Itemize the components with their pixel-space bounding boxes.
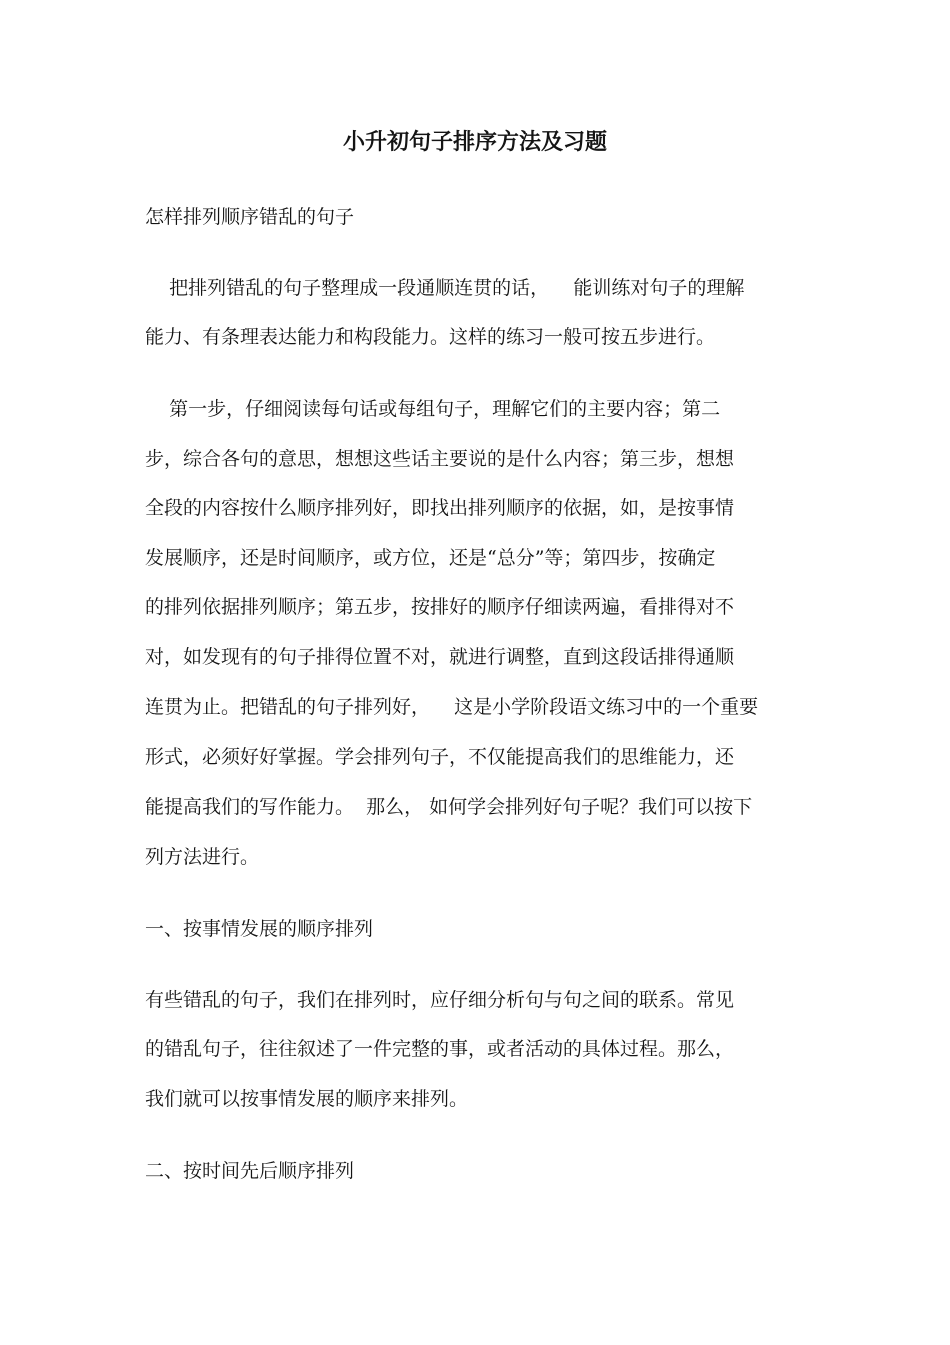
paragraph-line: 有些错乱的句子，我们在排列时，应仔细分析句与句之间的联系。常见: [145, 989, 735, 1011]
paragraph-line: 步，综合各句的意思，想想这些话主要说的是什么内容；第三步，想想: [145, 448, 735, 470]
section-heading: 二、按时间先后顺序排列: [145, 1160, 355, 1182]
paragraph-line: 形式，必须好好掌握。学会排列句子，不仅能提高我们的思维能力，还: [145, 746, 735, 768]
paragraph-line: 的排列依据排列顺序；第五步，按排好的顺序仔细读两遍，看排得对不: [145, 596, 735, 618]
paragraph-line: 连贯为止。把错乱的句子排列好， 这是小学阶段语文练习中的一个重要: [145, 696, 759, 718]
paragraph-line: 第一步，仔细阅读每句话或每组句子，理解它们的主要内容；第二: [145, 398, 721, 420]
paragraph-line: 的错乱句子，往往叙述了一件完整的事，或者活动的具体过程。那么，: [145, 1038, 735, 1060]
paragraph-line: 全段的内容按什么顺序排列好，即找出排列顺序的依据，如，是按事情: [145, 497, 735, 519]
paragraph-line: 能力、有条理表达能力和构段能力。这样的练习一般可按五步进行。: [145, 326, 716, 348]
section-heading: 怎样排列顺序错乱的句子: [145, 206, 355, 228]
section-heading: 一、按事情发展的顺序排列: [145, 918, 374, 940]
page-title: 小升初句子排序方法及习题: [342, 129, 607, 155]
paragraph-line: 对，如发现有的句子排得位置不对，就进行调整，直到这段话排得通顺: [145, 646, 735, 668]
paragraph-line: 列方法进行。: [145, 846, 260, 868]
paragraph-line: 能提高我们的写作能力。 那么， 如何学会排列好句子呢？我们可以按下: [145, 796, 753, 818]
paragraph-line: 把排列错乱的句子整理成一段通顺连贯的话， 能训练对句子的理解: [145, 277, 745, 299]
paragraph-line: 我们就可以按事情发展的顺序来排列。: [145, 1088, 469, 1110]
paragraph-line: 发展顺序，还是时间顺序，或方位，还是“总分”等；第四步，按确定: [145, 547, 716, 569]
